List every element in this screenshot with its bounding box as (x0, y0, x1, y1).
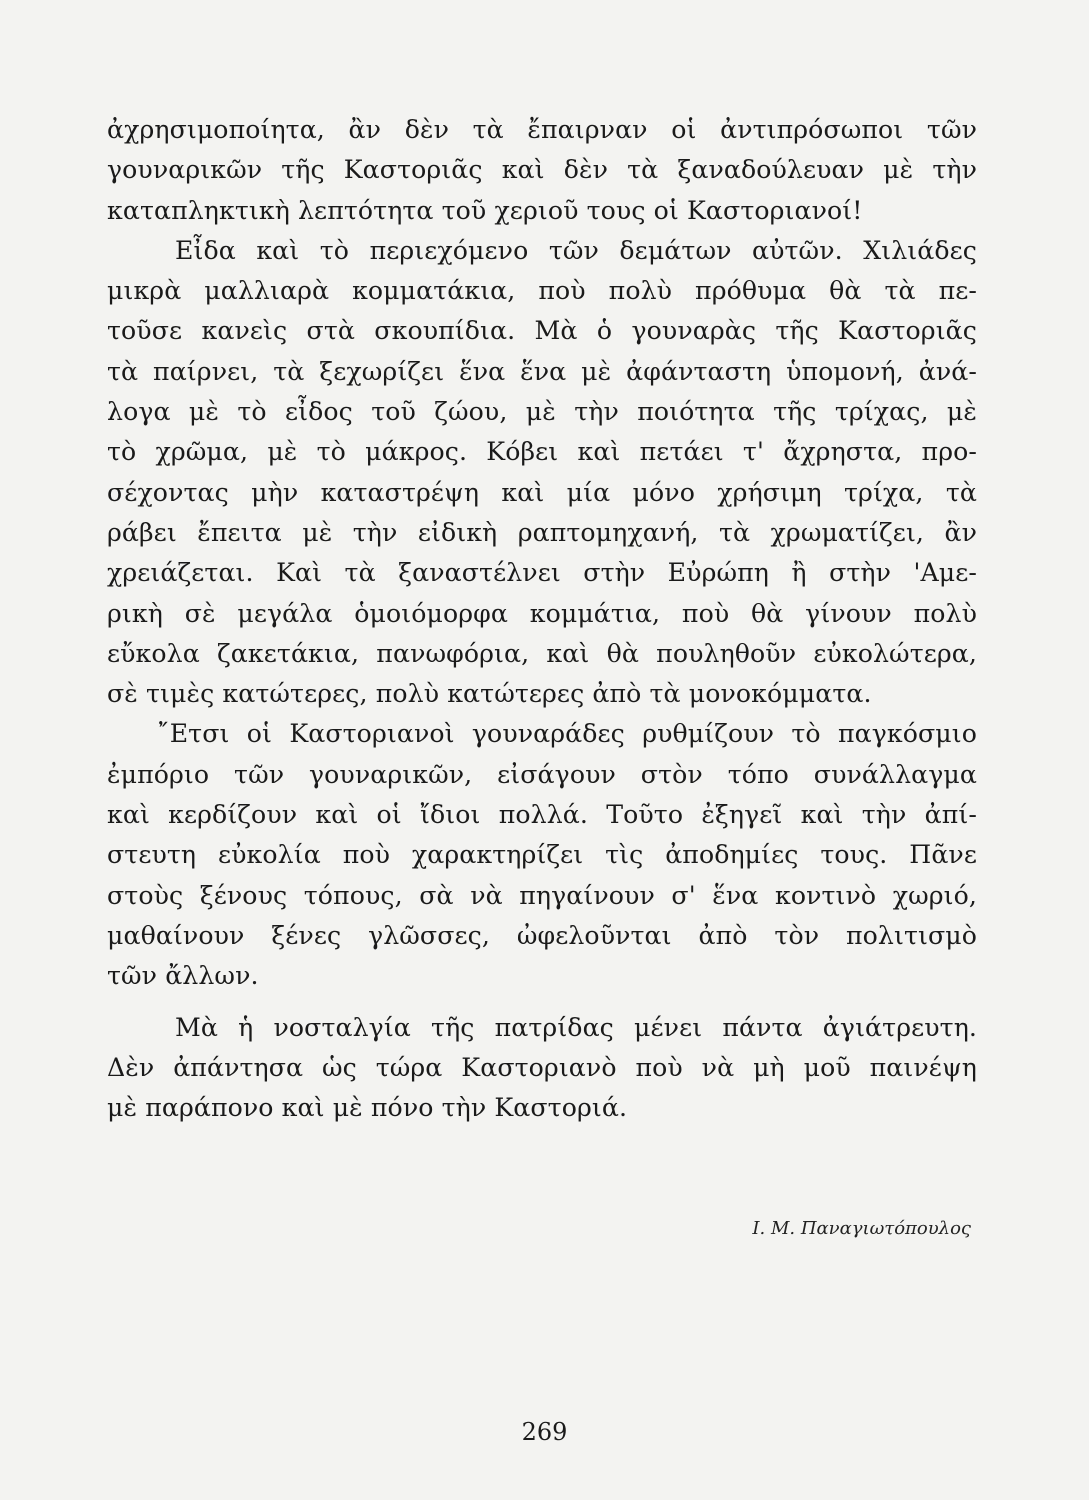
text-line: καταπληκτικὴ λεπτότητα τοῦ χεριοῦ τους οἱ Καστοριανοί! (107, 195, 863, 225)
text-line: σέχοντας μὴν καταστρέψη καὶ μία μόνο χρήσιμη τρίχα, τὰ (107, 477, 977, 507)
text-line: τοῦσε κανεὶς στὰ σκουπίδια. Μὰ ὁ γουναρὰς τῆς Καστοριᾶς (107, 316, 977, 346)
text-line: καὶ κερδίζουν καὶ οἱ ἴδιοι πολλά. Τοῦτο ἐξηγεῖ καὶ τὴν ἀπί- (107, 800, 977, 830)
text-line: ῎Ετσι οἱ Καστοριανοὶ γουναράδες ρυθμίζουν τὸ παγκόσμιο (157, 719, 977, 749)
text-line: Δὲν ἀπάντησα ὡς τώρα Καστοριανὸ ποὺ νὰ μὴ μοῦ παινέψη (107, 1052, 977, 1082)
text-line: σὲ τιμὲς κατώτερες, πολὺ κατώτερες ἀπὸ τὰ μονοκόμματα. (107, 679, 872, 709)
text-line: τὰ παίρνει, τὰ ξεχωρίζει ἕνα ἕνα μὲ ἀφάνταστη ὑπομονή, ἀνά- (107, 356, 977, 386)
page-number: 269 (521, 1418, 568, 1446)
text-line: Εἶδα καὶ τὸ περιεχόμενο τῶν δεμάτων αὐτῶν. Χιλιάδες (175, 235, 977, 265)
text-line: στοὺς ξένους τόπους, σὰ νὰ πηγαίνουν σ' ἕνα κοντινὸ χωριό, (107, 880, 977, 910)
text-line: ράβει ἔπειτα μὲ τὴν εἰδικὴ ραπτομηχανή, τὰ χρωματίζει, ἂν (107, 517, 977, 547)
text-line: μαθαίνουν ξένες γλῶσσες, ὠφελοῦνται ἀπὸ τὸν πολιτισμὸ (107, 920, 977, 950)
text-line: Μὰ ἡ νοσταλγία τῆς πατρίδας μένει πάντα ἀγιάτρευτη. (175, 1012, 977, 1042)
text-line: μὲ παράπονο καὶ μὲ πόνο τὴν Καστοριά. (107, 1093, 628, 1123)
paragraph-gap (107, 997, 977, 1008)
body-text (107, 110, 977, 1128)
text-line: ἀχρησιμοποίητα, ἂν δὲν τὰ ἔπαιρναν οἱ ἀντιπρόσωποι τῶν (107, 115, 977, 144)
text-line: τῶν ἄλλων. (107, 961, 259, 991)
author-signature: Ι. Μ. Παναγιωτόπουλος (752, 1218, 971, 1239)
text-line: ἐμπόριο τῶν γουναρικῶν, εἰσάγουν στὸν τόπο συνάλλαγμα (107, 759, 977, 789)
text-line: λογα μὲ τὸ εἶδος τοῦ ζώου, μὲ τὴν ποιότητα τῆς τρίχας, μὲ (107, 397, 977, 427)
text-line: ρικὴ σὲ μεγάλα ὁμοιόμορφα κομμάτια, ποὺ θὰ γίνουν πολὺ (107, 598, 977, 628)
text-line: μικρὰ μαλλιαρὰ κομματάκια, ποὺ πολὺ πρόθυμα θὰ τὰ πε- (107, 276, 977, 306)
text-line: στευτη εὐκολία ποὺ χαρακτηρίζει τὶς ἀποδημίες τους. Πᾶνε (107, 840, 977, 870)
text-line: τὸ χρῶμα, μὲ τὸ μάκρος. Κόβει καὶ πετάει τ' ἄχρηστα, προ- (107, 437, 977, 467)
text-line: χρειάζεται. Καὶ τὰ ξαναστέλνει στὴν Εὐρώπη ἢ στὴν 'Αμε- (107, 558, 977, 588)
text-line: γουναρικῶν τῆς Καστοριᾶς καὶ δὲν τὰ ξαναδούλευαν μὲ τὴν (107, 155, 977, 185)
text-line: εὔκολα ζακετάκια, πανωφόρια, καὶ θὰ πουληθοῦν εὐκολώτερα, (107, 638, 977, 668)
